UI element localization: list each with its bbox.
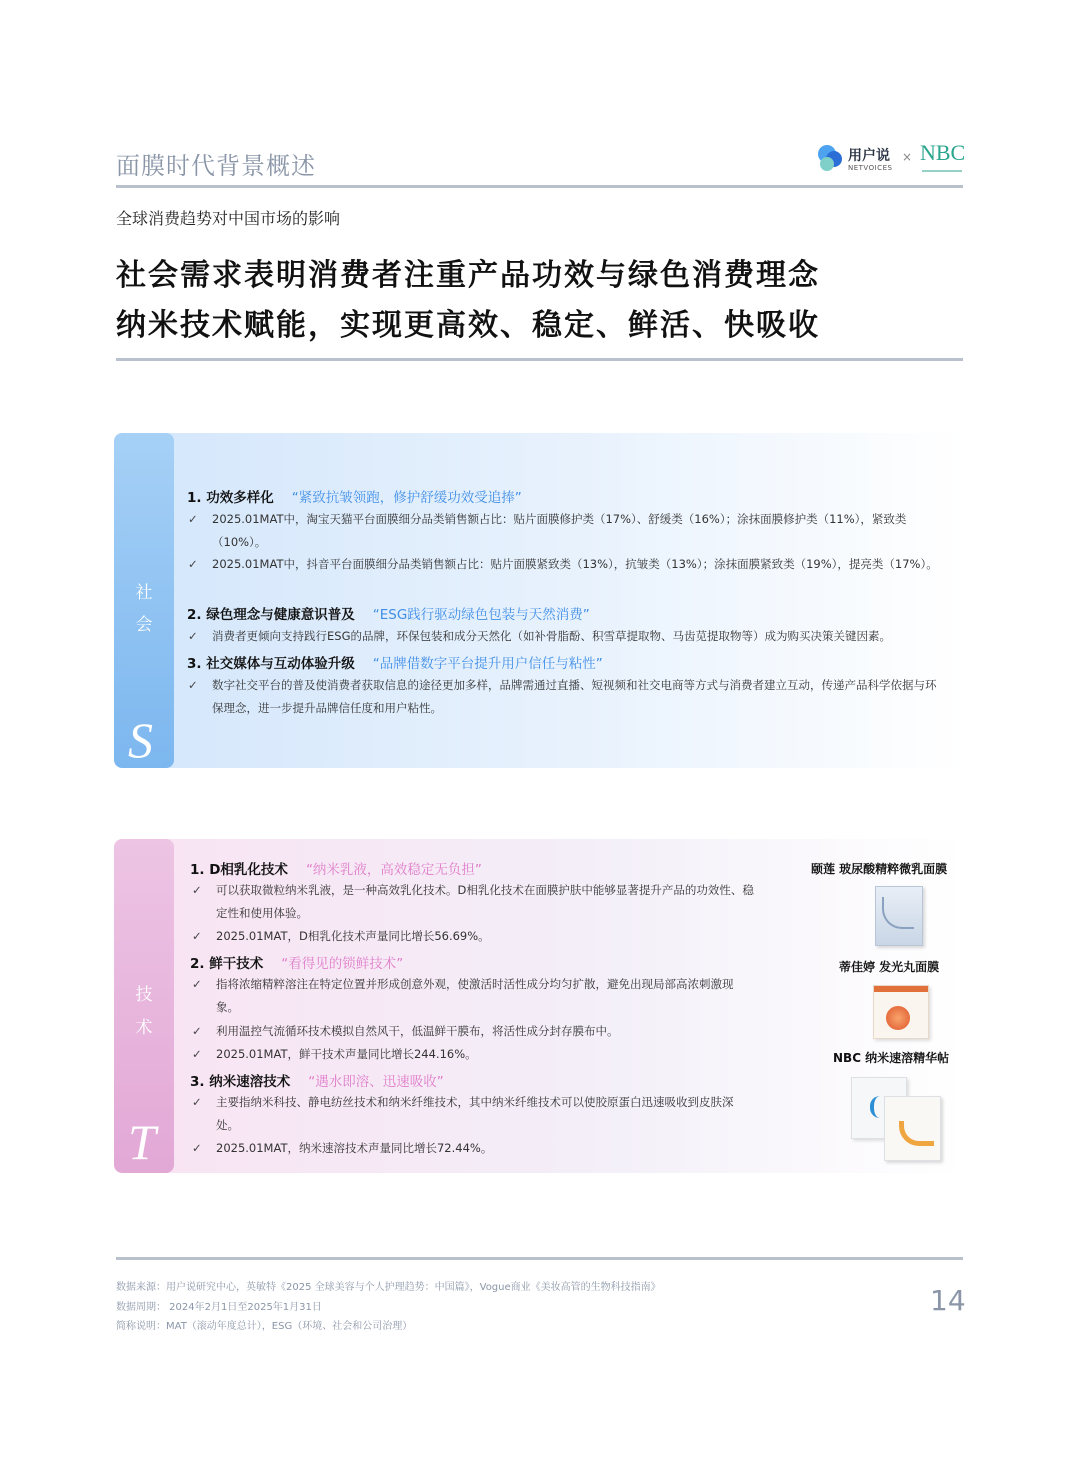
tech-tab-char-1: 技 [135,985,153,1005]
brand-name: 用户说 [848,148,890,164]
tech-item-3-bullet-2: ✓ 2025.01MAT，纳米速溶技术声量同比增长72.44%。 [192,1141,493,1155]
tech-item-3-bullet-1: ✓ 主要指纳米科技、静电纺丝技术和纳米纤维技术，其中纳米纤维技术可以使胶原蛋白迅速吸收到皮肤深处。 [192,1095,734,1132]
social-item-1-title: 1. 功效多样化 “紧致抗皱领跑，修护舒缓功效受追捧” [187,490,522,506]
tech-item-1-quote: “纳米乳液，高效稳定无负担” [305,862,482,878]
tech-tab-char-2: 术 [135,1018,153,1038]
social-item-1-bullet-1: ✓ 2025.01MAT中，淘宝天猫平台面膜细分品类销售额占比：贴片面膜修护类（17%）、舒缓类（16%）；涂抹面膜修护类（11%），紧致类（10%）。 [188,512,907,549]
brand-logos [815,140,965,180]
partner-logo: NBC [920,140,966,165]
footer-rule [116,1257,963,1260]
social-item-1-quote: “紧致抗皱领跑，修护舒缓功效受追捧” [291,490,522,506]
social-card [114,433,963,768]
tech-tab-letter: T [128,1114,156,1170]
tech-item-2-bullet-2: ✓ 利用温控气流循环技术模拟自然风干，低温鲜干膜布，将活性成分封存膜布中。 [192,1024,619,1038]
tech-item-1-title: 1. D相乳化技术 “纳米乳液，高效稳定无负担” [190,862,482,878]
section-title: 面膜时代背景概述 [116,152,316,180]
product-label-2: 蒂佳婷 发光丸面膜 [839,960,940,974]
cross-mark: × [902,150,913,164]
footer-abbr: 简称说明：MAT（滚动年度总计），ESG（环境、社会和公司治理） [116,1321,413,1332]
partner-logo-underline [922,170,962,172]
product-label-3: NBC 纳米速溶精华帖 [833,1051,950,1065]
product-image-2 [873,985,929,1039]
tech-item-2-bullet-1: ✓ 指将浓缩精粹溶注在特定位置并形成创意外观，使激活时活性成分均匀扩散，避免出现局部高浓刺激现象。 [192,977,734,1014]
social-item-3-title: 3. 社交媒体与互动体验升级 “品牌借数字平台提升用户信任与粘性” [187,656,603,672]
social-item-1-bullet-2: ✓ 2025.01MAT中，抖音平台面膜细分品类销售额占比：贴片面膜紧致类（13%），抗皱类（13%）；涂抹面膜紧致类（19%），提亮类（17%）。 [188,557,938,571]
product-image-3b [884,1096,941,1161]
tech-item-1-bullet-2: ✓ 2025.01MAT，D相乳化技术声量同比增长56.69%。 [192,929,490,943]
headline-line-1: 社会需求表明消费者注重产品功效与绿色消费理念 [116,258,820,293]
social-tab-letter: S [128,712,153,768]
social-item-2-quote: “ESG践行驱动绿色包装与天然消费” [372,607,590,623]
product-image-1 [875,886,923,946]
netvoices-logo-icon [815,142,847,176]
tech-item-3-quote: “遇水即溶、迅速吸收” [308,1074,444,1090]
footer-period: 数据周期： 2024年2月1日至2025年1月31日 [116,1302,322,1313]
tech-item-2-bullet-3: ✓ 2025.01MAT，鲜干技术声量同比增长244.16%。 [192,1047,477,1061]
page-number: 14 [930,1284,966,1317]
header-rule [116,185,963,188]
brand-sub: NETVOICES [848,164,893,172]
product-label-1: 颐莲 玻尿酸精粹微乳面膜 [811,862,948,876]
subtitle: 全球消费趋势对中国市场的影响 [116,209,341,228]
social-tab-char-1: 社 [135,583,153,603]
tech-item-3-title: 3. 纳米速溶技术 “遇水即溶、迅速吸收” [190,1074,444,1090]
tech-item-1-bullet-1: ✓ 可以获取微粒纳米乳液，是一种高效乳化技术。D相乳化技术在面膜护肤中能够显著提升产品的功效性、稳定性和使用体验。 [192,883,754,920]
social-tab-char-2: 会 [135,615,153,635]
social-item-3-bullet-1: ✓ 数字社交平台的普及使消费者获取信息的途径更加多样，品牌需通过直播、短视频和社交电商等方式与消费者建立互动，传递产品科学依据与环保理念，进一步提升品牌信任度和用户粘性。 [188,678,937,715]
tech-item-2-title: 2. 鲜干技术 “看得见的锁鲜技术” [190,956,404,972]
headline-line-2: 纳米技术赋能，实现更高效、稳定、鲜活、快吸收 [116,308,820,343]
headline-rule [116,358,963,361]
tech-item-2-quote: “看得见的锁鲜技术” [281,956,404,972]
social-item-3-quote: “品牌借数字平台提升用户信任与粘性” [372,656,603,672]
footer-source: 数据来源：用户说研究中心，英敏特《2025 全球美容与个人护理趋势：中国篇》，Vogue商业《美妆高管的生物科技指南》 [116,1282,661,1293]
tech-card [114,839,963,1173]
social-item-2-title: 2. 绿色理念与健康意识普及 “ESG践行驱动绿色包装与天然消费” [187,607,590,623]
social-item-2-bullet-1: ✓ 消费者更倾向支持践行ESG的品牌，环保包装和成分天然化（如补骨脂酚、积雪草提取物、马齿苋提取物等）成为购买决策关键因素。 [188,629,891,643]
